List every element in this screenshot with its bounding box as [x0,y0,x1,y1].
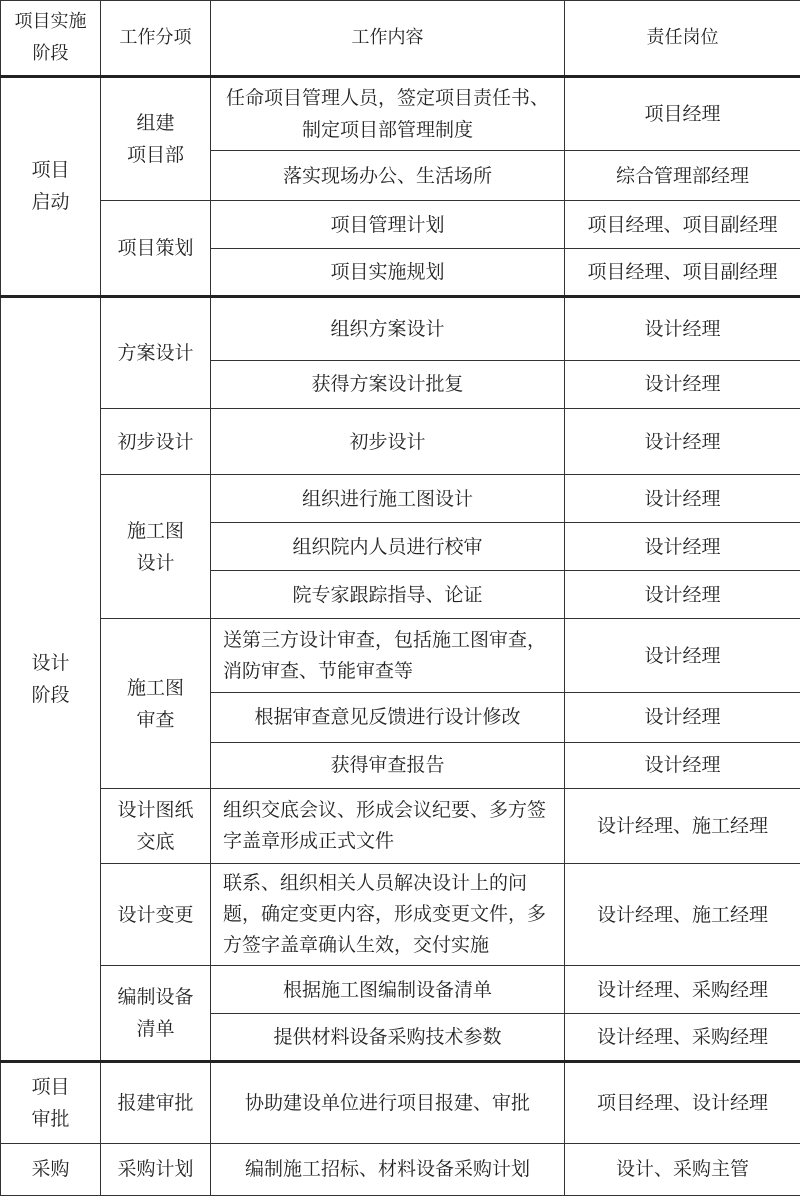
item-cell: 组建 项目部 [101,77,211,201]
stage-cell: 项目 审批 [1,1061,101,1143]
role-cell: 设计经理 [565,475,800,523]
content-cell: 获得方案设计批复 [211,360,565,408]
content-cell: 组织进行施工图设计 [211,475,565,523]
role-cell: 项目经理 [565,77,800,151]
table-row [1,408,800,474]
role-cell: 设计、采购主管 [565,1143,800,1195]
table-row [1,788,800,863]
role-cell: 项目经理、设计经理 [565,1061,800,1143]
item-cell: 设计图纸 交底 [101,788,211,863]
header-row [1,1,800,77]
header-role: 责任岗位 [565,1,800,77]
item-cell: 施工图 审查 [101,619,211,788]
stage-cell: 设计 阶段 [1,296,101,1061]
content-cell: 院专家跟踪指导、论证 [211,571,565,619]
role-cell: 设计经理 [565,360,800,408]
table-row [1,296,800,360]
role-cell: 设计经理、施工经理 [565,864,800,966]
content-cell: 项目实施规划 [211,248,565,296]
content-cell: 项目管理计划 [211,201,565,248]
content-cell: 编制施工招标、材料设备采购计划 [211,1143,565,1195]
item-cell: 编制设备 清单 [101,966,211,1061]
role-cell: 设计经理 [565,619,800,692]
role-cell: 项目经理、项目副经理 [565,201,800,248]
table-row [1,1061,800,1143]
table-row [1,619,800,692]
content-cell: 根据审查意见反馈进行设计修改 [211,692,565,742]
table-row [1,966,800,1014]
table-row [1,201,800,248]
role-cell: 设计经理 [565,571,800,619]
role-cell: 设计经理、施工经理 [565,788,800,863]
header-content: 工作内容 [211,1,565,77]
role-cell: 设计经理 [565,523,800,571]
role-cell: 项目经理、项目副经理 [565,248,800,296]
item-cell: 设计变更 [101,864,211,966]
content-cell: 组织方案设计 [211,296,565,360]
stage-cell: 采购 [1,1143,101,1195]
content-cell: 初步设计 [211,408,565,474]
item-cell: 初步设计 [101,408,211,474]
table-row [1,475,800,523]
role-cell: 设计经理 [565,742,800,788]
header-item: 工作分项 [101,1,211,77]
table-row [1,1143,800,1195]
stage-cell: 项目 启动 [1,77,101,297]
content-cell: 提供材料设备采购技术参数 [211,1014,565,1061]
item-cell: 施工图 设计 [101,475,211,619]
role-cell: 设计经理、采购经理 [565,1014,800,1061]
item-cell: 采购计划 [101,1143,211,1195]
role-cell: 设计经理、采购经理 [565,966,800,1014]
item-cell: 项目策划 [101,201,211,296]
content-cell: 联系、组织相关人员解决设计上的问 题，确定变更内容，形成变更文件，多 方签字盖章确认生效，交付实施 [211,864,565,966]
content-cell: 送第三方设计审查，包括施工图审查， 消防审查、节能审查等 [211,619,565,692]
table-row [1,864,800,966]
content-cell: 任命项目管理人员，签定项目责任书、 制定项目部管理制度 [211,77,565,151]
item-cell: 报建审批 [101,1061,211,1143]
role-cell: 设计经理 [565,408,800,474]
header-stage: 项目实施 阶段 [1,1,101,77]
content-cell: 获得审查报告 [211,742,565,788]
content-cell: 协助建设单位进行项目报建、审批 [211,1061,565,1143]
role-cell: 设计经理 [565,296,800,360]
role-cell: 综合管理部经理 [565,151,800,201]
content-cell: 组织交底会议、形成会议纪要、多方签 字盖章形成正式文件 [211,788,565,863]
content-cell: 组织院内人员进行校审 [211,523,565,571]
table-row [1,77,800,151]
content-cell: 根据施工图编制设备清单 [211,966,565,1014]
item-cell: 方案设计 [101,296,211,408]
role-cell: 设计经理 [565,692,800,742]
content-cell: 落实现场办公、生活场所 [211,151,565,201]
